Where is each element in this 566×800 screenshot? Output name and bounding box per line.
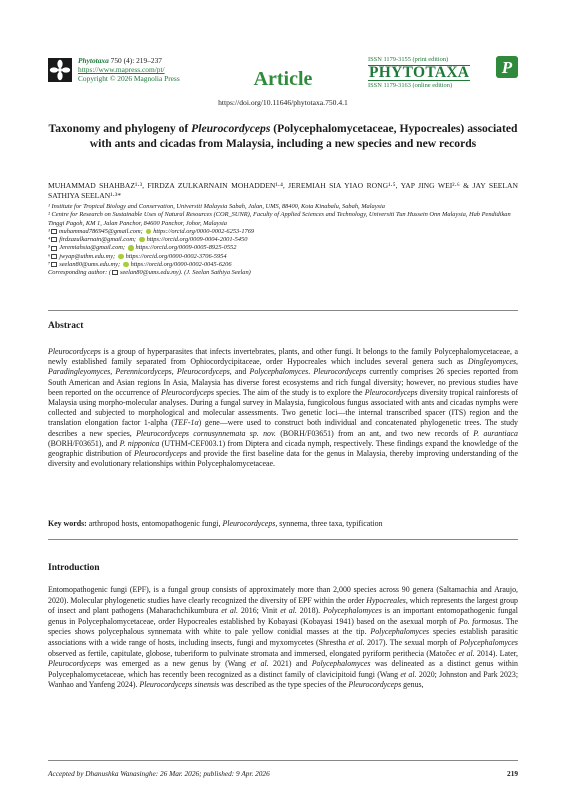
contact-row: ⁶ jwyap@uthm.edu.my; https://orcid.org/0000-0002-3706-5954 — [48, 252, 227, 260]
affiliation-1: ¹ Institute for Tropical Biology and Conservation, Universiti Malaysia Sabah, Jalan, UMS, 88400, Kota Kinabalu, Sabah, Malaysia — [48, 203, 385, 210]
introduction-body: Entomopathogenic fungi (EPF), is a fungal group consists of approximately more than 2,000 species across 90 genera (Saltamachia and Araujo, 2020). Molecular phylogenetic studies have clearly recognized the diversity of EPF within the order Hypocreales, which represents the largest group of insect and plant pathogens (Maharachchikumbura et al. 2016; Vinit et al. 2018). Polycephalomyces is an important entomopathogenic fungal genus in Polycephalomycetaceae, order Hypocreales established by Kobayasi (Kobayasi 1941) based on the asexual morph of Po. formosus. The species shows polycephalous synnemata with white to pale yellow conidial masses at the tip. Polycephalomyces species establish parasitic associations with a wide range of hosts, including insects, fungi and myxomycetes (Shrestha et al. 2017). The sexual morph of Polycephalomyces observed as fertile, capitulate, globose, tuberiform to pulvinate stromata and immersed, elongated pyriform perithecia (Matočec et al. 2014). Later, Pleurocordyceps was emerged as a new genus by (Wang et al. 2021) and Polycephalomyces was delineated as a distinct genus within Polycephalomycetaceae, which has recently been recognized as a distinct family of clavicipitoid fungi (Wang et al. 2020; Johnston and Park 2023; Wanhao and Yanfeng 2024). Pleurocordyceps sinensis was described as the type species of the Pleurocordyceps genus, — [48, 585, 519, 690]
phytotaxa-p-logo-icon — [496, 56, 518, 78]
abstract-body: Pleurocordyceps is a group of hyperparasites that infects invertebrates, plants, and other fungi. It belongs to the family Polycephalomycetaceae, a newly established family separated from Ophiocordycipitaceae, order Hypocreales which includes several genera such as Dingleyomyces, Paradingleyomyces, Perennicordyceps, Pleurocordyceps, and Polycephalomyces. Pleurocordyceps currently comprises 26 species reported from South American and Asian regions In Asia, Malaysia has diverse forest ecosystems and rich fungal diversity; however, no previous studies have been reported on the occurrence of Pleurocordyceps species. The aim of the study is to explore the Pleurocordyceps diversity tropical rainforests of Malaysia using morpho-molecular analyses. During a fungal survey in Malaysia, fungicolous fungus associated with ants and cicadas nymphs were collected and subjected to morphological and molecular assessments. Two genetic loci—the internal transcribed spacer (ITS) region and the translation elongation factor 1-alpha (TEF-1α) gene—were used to construct both individual and concatenated phylogenetic trees. The study describes a new species, Pleurocordyceps cornusynnemata sp. nov. (BORH/F03651) from an ant, and two new records of P. aurantiaca (BORH/F03651), and P. nipponica (UTHM-CEF003.1) from Diptera and cicada nymph, respectively. These findings expand the knowledge of the geographic distribution of Pleurocordyceps and provide the first baseline data for the genus in Malaysia, thereby improving understanding of the diversity and evolutionary relationships within Polycephalomycetaceae. — [48, 347, 519, 469]
abstract-heading: Abstract — [48, 321, 84, 331]
divider — [48, 310, 518, 311]
journal-url-link[interactable]: https://www.mapress.com/pt/ — [78, 65, 165, 75]
orcid-icon — [123, 262, 129, 268]
divider — [48, 539, 518, 540]
copyright-text: Copyright © 2026 Magnolia Press — [78, 74, 180, 84]
divider — [48, 760, 518, 761]
svg-text:P: P — [501, 58, 513, 77]
email-link[interactable]: seelan80@ums.edu.my; — [59, 261, 121, 269]
affiliation-2: ² Centre for Research on Sustainable Uses of Natural Resources (COR_SUNR), Faculty of Applied Sciences and Technology, Universiti Tun Hussein Onn Malaysia, Hab Pendidikan Tinggi Pagoh, KM 1, Jalan Panchor, 84600 Panchor, Johor, Malaysia — [48, 211, 511, 227]
article-title: Taxonomy and phylogeny of Pleurocordyceps (Polycephalomycetaceae, Hypocreales) associated with ants and cicadas from Malaysia, including a new species and new records — [48, 122, 518, 150]
affiliations — [48, 203, 518, 278]
keywords: Key words: arthropod hosts, entomopathogenic fungi, Pleurocordyceps, synnema, three taxa, typification — [48, 519, 383, 528]
contact-row: ³ muhammad786945@gmail.com; https://orcid.org/0000-0002-6253-1769 — [48, 227, 255, 235]
email-link[interactable]: firdzazulkarnain@gmail.com; — [59, 236, 137, 244]
email-icon — [112, 270, 118, 275]
acceptance-info: Accepted by Dhanushka Wanasinghe: 26 Mar. 2026; published: 9 Apr. 2026 — [48, 769, 270, 778]
email-icon — [51, 237, 57, 242]
page-number: 219 — [507, 769, 518, 778]
issn-online: ISSN 1179-3163 (online edition) — [368, 82, 453, 89]
issn-print: ISSN 1179-3155 (print edition) — [368, 56, 449, 63]
orcid-link[interactable]: https://orcid.org/0000-0002-0045-6206 — [130, 261, 232, 269]
doi-link[interactable]: https://doi.org/10.11646/phytotaxa.750.4.1 — [218, 98, 348, 107]
email-icon — [51, 262, 57, 267]
article-type-label: Article — [253, 68, 313, 90]
email-link[interactable]: muhammad786945@gmail.com; — [58, 227, 143, 235]
page-footer — [48, 769, 518, 778]
corresponding-email-link[interactable]: seelan80@ums.edu.my — [119, 269, 179, 277]
email-icon — [51, 254, 57, 259]
email-link[interactable]: Jeremiahsia@gmail.com; — [59, 244, 126, 252]
orcid-icon — [146, 229, 152, 235]
contact-row: ⁷ seelan80@ums.edu.my; https://orcid.org/0000-0002-0045-6206 — [48, 261, 232, 269]
email-link[interactable]: jwyap@uthm.edu.my; — [59, 252, 116, 260]
orcid-link[interactable]: https://orcid.org/0000-0002-6253-1769 — [153, 227, 255, 235]
author-list: MUHAMMAD SHAHBAZ¹·³, FIRDZA ZULKARNAIN MOHADDEN¹·⁴, JEREMIAH SIA YIAO RONG¹·⁵, YAP JING WEI²·⁶ & JAY SEELAN SATHIYA SEELAN¹·³* — [48, 181, 518, 200]
email-icon — [51, 246, 57, 251]
volume-info: 750 (4): 219–237 — [110, 56, 162, 65]
orcid-link[interactable]: https://orcid.org/0000-0002-3706-5954 — [125, 252, 227, 260]
contact-row: ⁵ Jeremiahsia@gmail.com; https://orcid.org/0009-0005-8925-0552 — [48, 244, 237, 252]
journal-brand-block — [368, 56, 518, 90]
orcid-link[interactable]: https://orcid.org/0009-0005-8925-0552 — [135, 244, 237, 252]
introduction-heading: Introduction — [48, 563, 100, 573]
phytotaxa-brand: PHYTOTAXA — [369, 64, 470, 81]
journal-header — [48, 56, 518, 102]
orcid-link[interactable]: https://orcid.org/0009-0004-2001-5450 — [146, 236, 248, 244]
orcid-icon — [139, 237, 145, 243]
contact-row: ⁴ firdzazulkarnain@gmail.com; https://orcid.org/0009-0004-2001-5450 — [48, 236, 248, 244]
orcid-icon — [128, 245, 134, 251]
email-icon — [51, 229, 57, 234]
journal-name: Phytotaxa — [78, 56, 109, 65]
orcid-icon — [118, 254, 124, 260]
corresponding-author: Corresponding author: ( seelan80@ums.edu.my). (J. Seelan Sathiya Seelan) — [48, 269, 251, 277]
